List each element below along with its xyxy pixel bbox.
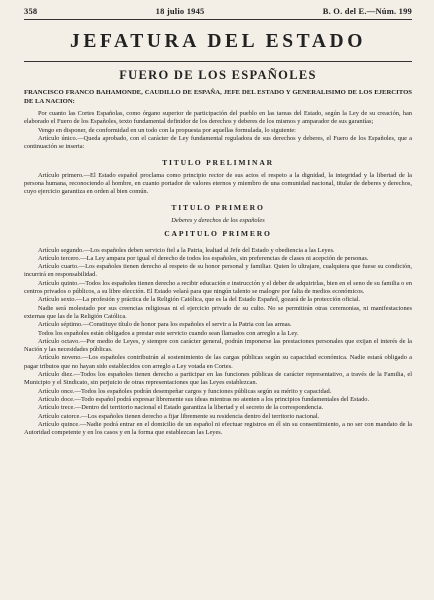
section-heading-titulo-primero: TITULO PRIMERO xyxy=(171,202,265,212)
issue-date: 18 julio 1945 xyxy=(155,6,205,16)
preamble-paragraph: Por cuanto las Cortes Españolas, como órgano superior de participación del pueblo en las tareas del Estado, según la Ley de su creación, han elaborado el Fuero de los Españoles, texto fundamental definidor de los derechos y deberes de los mismos y amparador de sus garantías; xyxy=(24,110,412,126)
header-rule xyxy=(24,19,412,20)
section-heading-preliminar: TITULO PRELIMINAR xyxy=(162,157,274,167)
article-paragraph: Artículo diez.—Todos los españoles tienen derecho a participar en las funciones públicas de carácter representativo, a través de la Familia, el Municipio y el Sindicato, sin perjuicio de otras representaciones que las Leyes establezcan. xyxy=(24,371,412,387)
article-paragraph: Artículo quinto.—Todos los españoles tienen derecho a recibir educación e instrucción y el deber de adquirirlas, bien en el seno de su familia o en centros privados o públicos, a su libre elección. El Estado velará para que ningún talento se malogre por falta de medios económicos. xyxy=(24,279,412,296)
article-paragraph: Artículo cuarto.—Los españoles tienen derecho al respeto de su honor personal y familiar. Quien lo ultrajare, cualquiera que fuese su condición, incurrirá en responsabilidad. xyxy=(24,263,412,279)
page-title: JEFATURA DEL ESTADO xyxy=(70,31,366,52)
promulgation-heading: FRANCISCO FRANCO BAHAMONDE, CAUDILLO DE ESPAÑA, JEFE DEL ESTADO Y GENERALISIMO DE LOS EJERCITOS DE LA NACION: xyxy=(24,89,412,105)
publication-ref: B. O. del E.—Núm. 199 xyxy=(322,6,412,16)
article-paragraph: Artículo primero.—El Estado español proclama como principio rector de sus actos el respeto a la dignidad, la integridad y la libertad de la persona humana, reconociendo al hombre, en cuanto portador de valores eternos y miembro de una comunidad nacional, titular de deberes y derechos, cuyo ejercicio garantiza en orden al bien común. xyxy=(24,171,412,196)
chapter-heading: CAPITULO PRIMERO xyxy=(164,228,272,238)
article-paragraph: Artículo once.—Todos los españoles podrán desempeñar cargos y funciones públicas según su mérito y capacidad. xyxy=(38,387,332,395)
article-paragraph: Artículo séptimo.—Constituye título de honor para los españoles el servir a la Patria con las armas. xyxy=(38,321,292,329)
article-paragraph: Artículo noveno.—Los españoles contribuirán al sostenimiento de las cargas públicas según su capacidad económica. Nadie estará obligado a pagar tributos que no hayan sido establecidos con arreglo a Ley votada en Cortes. xyxy=(24,354,412,370)
section-subheading: Deberes y derechos de los españoles xyxy=(171,216,265,224)
preamble-paragraph: Artículo único.—Queda aprobado, con el carácter de Ley fundamental reguladora de sus derechos y deberes, el Fuero de los Españoles, que a continuación se inserta: xyxy=(24,135,412,151)
article-paragraph: Artículo quince.—Nadie podrá entrar en el domicilio de un español ni efectuar registros en él sin su consentimiento, a no ser con mandato de la Autoridad competente y en los casos y en la forma que establezcan las Leyes. xyxy=(24,420,412,437)
preamble-paragraph: Vengo en disponer, de conformidad en un todo con la propuesta por aquellas formulada, lo siguiente: xyxy=(38,126,296,134)
article-paragraph: Artículo segundo.—Los españoles deben servicio fiel a la Patria, lealtad al Jefe del Estado y obediencia a las Leyes. xyxy=(38,246,335,254)
article-paragraph: Todos los españoles están obligados a prestar este servicio cuando sean llamados con arreglo a la Ley. xyxy=(38,329,299,337)
running-header xyxy=(24,6,412,16)
article-paragraph: Artículo tercero.—La Ley ampara por igual el derecho de todos los españoles, sin preferencias de clases ni acepción de personas. xyxy=(38,254,369,262)
article-paragraph: Artículo doce.—Todo español podrá expresar libremente sus ideas mientras no atenten a los principios fundamentales del Estado. xyxy=(38,395,370,403)
article-paragraph: Artículo trece.—Dentro del territorio nacional el Estado garantiza la libertad y el secreto de la correspondencia. xyxy=(38,404,324,412)
title-rule xyxy=(24,61,412,62)
article-paragraph: Artículo octavo.—Por medio de Leyes, y siempre con carácter general, podrán imponerse las prestaciones personales que exijan el interés de la Nación y las necesidades públicas. xyxy=(24,337,412,354)
article-paragraph: Artículo sexto.—La profesión y práctica de la Religión Católica, que es la del Estado Español, gozará de la protección oficial. xyxy=(38,296,361,304)
document-subtitle: FUERO DE LOS ESPAÑOLES xyxy=(119,68,317,82)
article-paragraph: Nadie será molestado por sus creencias religiosas ni el ejercicio privado de su culto. No se permitirán otras ceremonias, ni manifestaciones externas que las de la Religión Católica. xyxy=(24,304,412,320)
page-number: 358 xyxy=(24,6,38,16)
article-paragraph: Artículo catorce.—Los españoles tienen derecho a fijar libremente su residencia dentro del territorio nacional. xyxy=(38,412,320,420)
